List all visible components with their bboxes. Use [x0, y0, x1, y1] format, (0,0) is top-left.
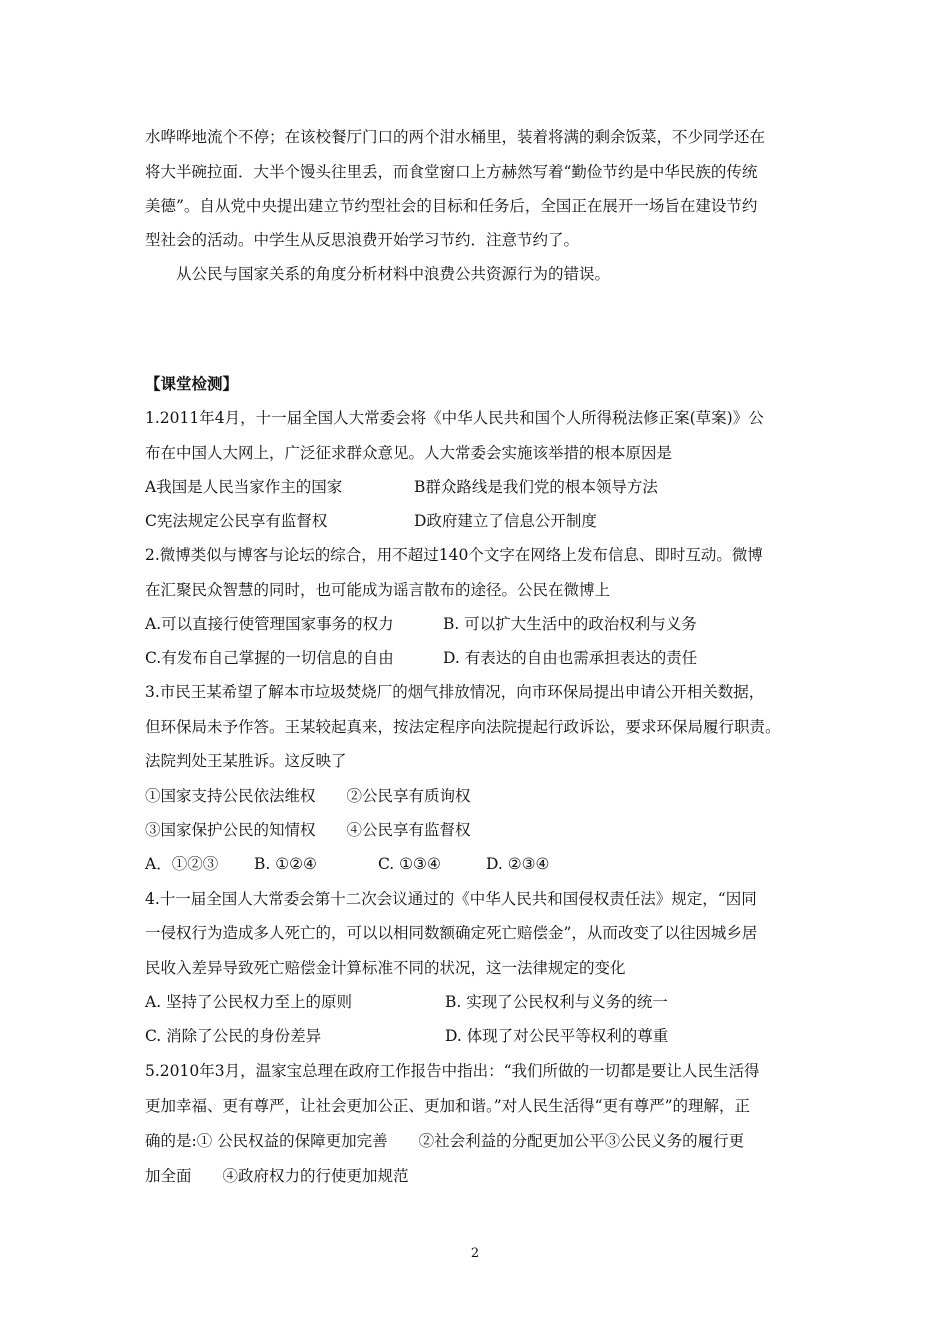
question-3-text: 但环保局未予作答。王某较起真来，按法定程序向法院提起行政诉讼，要求环保局履行职责。	[145, 718, 781, 736]
q1-option-c: C宪法规定公民享有监督权	[145, 512, 328, 530]
question-4-text: 民收入差异导致死亡赔偿金计算标准不同的状况，这一法律规定的变化	[145, 959, 626, 977]
q4-option-b: B. 实现了公民权利与义务的统一	[445, 993, 668, 1011]
q2-option-c: C.有发布自己掌握的一切信息的自由	[145, 649, 394, 667]
q3-option-c: C. ①③④	[378, 855, 441, 873]
question-5-text: 5.2010年3月，温家宝总理在政府工作报告中指出：“我们所做的一切都是要让人民生活得	[145, 1062, 760, 1080]
question-1-text: 布在中国人大网上，广泛征求群众意见。人大常委会实施该举措的根本原因是	[145, 444, 673, 462]
q3-option-d: D. ②③④	[486, 855, 550, 873]
question-1-text: 1.2011年4月，十一届全国人大常委会将《中华人民共和国个人所得税法修正案(草案)》公	[145, 409, 764, 427]
q1-option-a: A我国是人民当家作主的国家	[145, 478, 343, 496]
material-line: 水哗哗地流个不停；在该校餐厅门口的两个泔水桶里，装着将满的剩余饭菜，不少同学还在	[145, 128, 766, 146]
q3-statements: ①国家支持公民依法维权 ②公民享有质询权	[145, 787, 471, 805]
q1-option-d: D政府建立了信息公开制度	[414, 512, 597, 530]
material-line: 型社会的活动。中学生从反思浪费开始学习节约．注意节约了。	[145, 231, 580, 249]
question-4-text: 一侵权行为造成多人死亡的，可以以相同数额确定死亡赔偿金”，从而改变了以往因城乡居	[145, 924, 758, 942]
question-5-text: 确的是:① 公民权益的保障更加完善 ②社会利益的分配更加公平③公民义务的履行更	[145, 1132, 745, 1150]
q2-option-b: B. 可以扩大生活中的政治权利与义务	[443, 615, 697, 633]
q3-option-b: B. ①②④	[254, 855, 317, 873]
section-title: 【课堂检测】	[145, 375, 239, 393]
question-5-text: 更加幸福、更有尊严，让社会更加公正、更加和谐。”对人民生活得“更有尊严”的理解，正	[145, 1097, 751, 1115]
q3-statements: ③国家保护公民的知情权 ④公民享有监督权	[145, 821, 471, 839]
q3-option-a: A．①②③	[145, 855, 219, 873]
material-question: 从公民与国家关系的角度分析材料中浪费公共资源行为的错误。	[176, 265, 611, 283]
q2-option-a: A.可以直接行使管理国家事务的权力	[145, 615, 394, 633]
q4-option-d: D. 体现了对公民平等权利的尊重	[445, 1027, 669, 1045]
page-number: 2	[470, 1246, 480, 1261]
question-3-text: 法院判处王某胜诉。这反映了	[145, 752, 347, 770]
q4-option-a: A. 坚持了公民权力至上的原则	[145, 993, 353, 1011]
question-2-text: 在汇聚民众智慧的同时，也可能成为谣言散布的途径。公民在微博上	[145, 581, 611, 599]
material-line: 将大半碗拉面．大半个馒头往里丢，而食堂窗口上方赫然写着“勤俭节约是中华民族的传统	[145, 163, 758, 181]
question-4-text: 4.十一届全国人大常委会第十二次会议通过的《中华人民共和国侵权责任法》规定，“因同	[145, 890, 757, 908]
question-3-text: 3.市民王某希望了解本市垃圾焚烧厂的烟气排放情况，向市环保局提出申请公开相关数据，	[145, 683, 765, 701]
q4-option-c: C. 消除了公民的身份差异	[145, 1027, 322, 1045]
question-2-text: 2.微博类似与博客与论坛的综合，用不超过140个文字在网络上发布信息、即时互动。微博	[145, 546, 763, 564]
material-line: 美德”。自从党中央提出建立节约型社会的目标和任务后，全国正在展开一场旨在建设节约	[145, 197, 758, 215]
question-5-text: 加全面 ④政府权力的行使更加规范	[145, 1167, 409, 1185]
q2-option-d: D. 有表达的自由也需承担表达的责任	[443, 649, 698, 667]
q1-option-b: B群众路线是我们党的根本领导方法	[414, 478, 658, 496]
